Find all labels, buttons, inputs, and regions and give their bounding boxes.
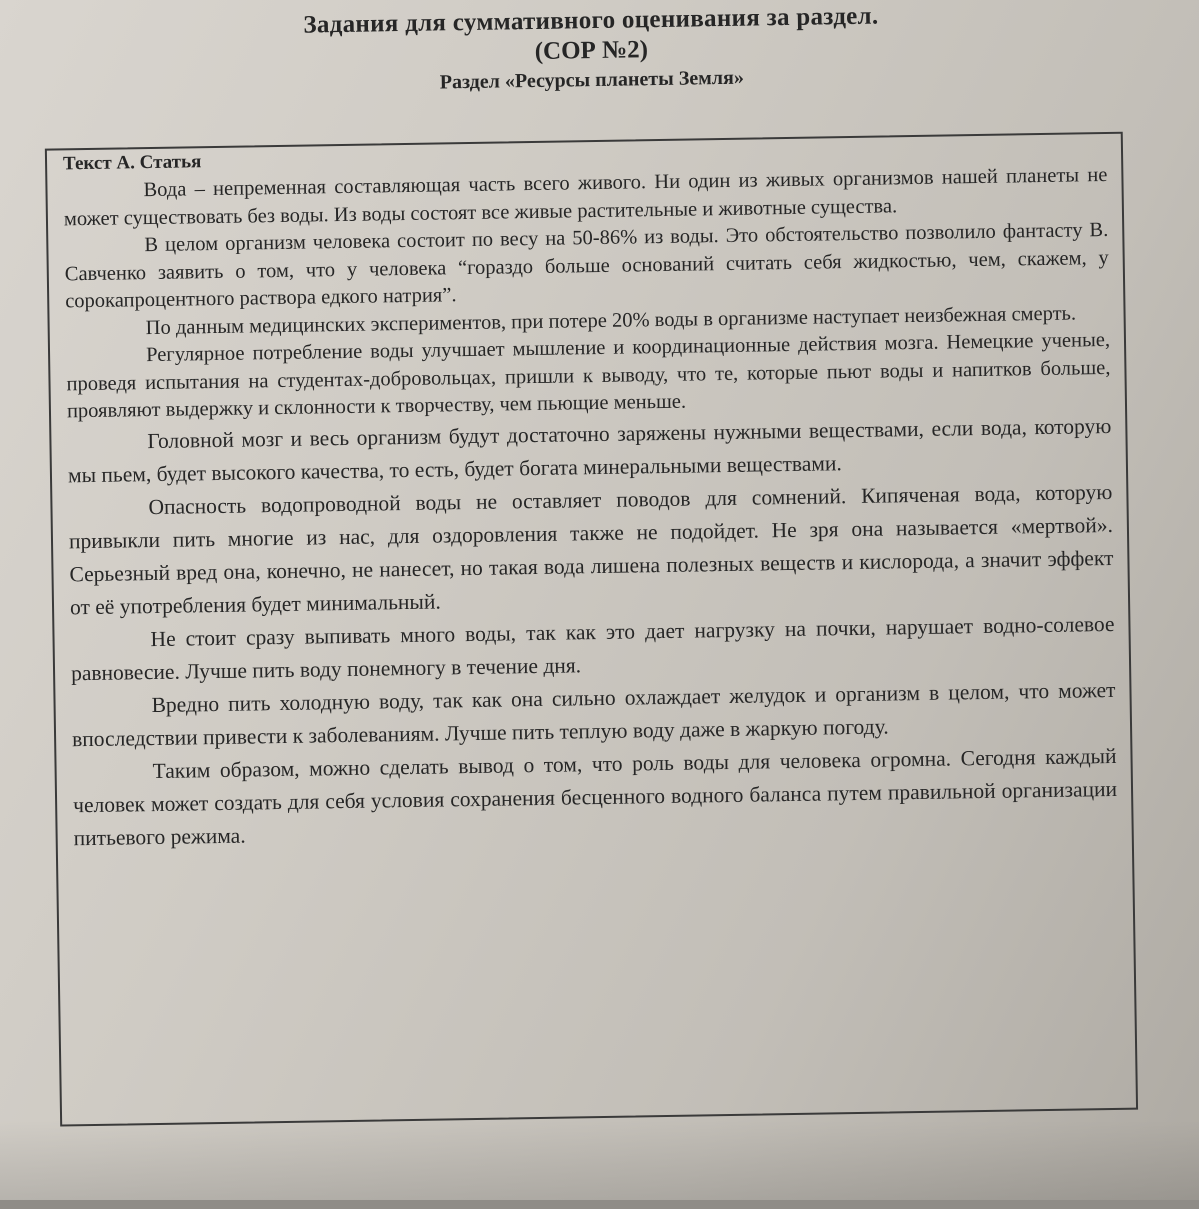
paragraph-8: Вредно пить холодную воду, так как она сильно охлаждает желудок и организм в целом, что может впоследствии привести к заболеваниям. Лучше пить теплую воду даже в жаркую погоду. <box>71 673 1116 755</box>
paragraph-7: Не стоит сразу выпивать много воды, так как это дает нагрузку на почки, нарушает водно-солевое равновесие. Лучше пить воду понемногу в течение дня. <box>70 607 1115 689</box>
paragraph-3: По данным медицинских экспериментов, при потере 20% воды в организме наступает неизбежная смерть. <box>65 299 1109 343</box>
paragraph-2: В целом организм человека состоит по весу на 50-86% из воды. Это обстоятельство позволило фантасту В. Савченко заявить о том, что у человека “гораздо больше оснований считать себя жидкостью, чем, скажем, у сорокапроцентного раствора едкого натрия”. <box>64 217 1109 316</box>
document-header <box>21 0 1162 103</box>
header-assessment-number: (СОР №2) <box>21 27 1161 75</box>
article-text <box>63 162 1117 855</box>
header-section-title: Раздел «Ресурсы планеты Земля» <box>22 57 1162 103</box>
document-page <box>21 0 1180 1209</box>
paragraph-9: Таким образом, можно сделать вывод о том, что роль воды для человека огромна. Сегодня каждый человек может создать для себя условия сохранения бесценного водного баланса путем правильной организации питьевого режима. <box>72 739 1117 854</box>
paragraph-1: Вода – непременная составляющая часть всего живого. Ни один из живых организмов нашей планеты не может существовать без воды. Из воды состоят все живые растительные и животные существа. <box>63 162 1108 233</box>
paragraph-4: Регулярное потребление воды улучшает мышление и координационные действия мозга. Немецкие ученые, проведя испытания на студентах-добровольцах, пришли к выводу, что те, которые пьют воды и напитков больше, проявляют выдержку и склонности к творчеству, чем пьющие меньше. <box>66 327 1111 426</box>
article-box <box>45 132 1138 1127</box>
article-title: Текст А. Статья <box>63 136 1107 176</box>
paragraph-5: Головной мозг и весь организм будут достаточно заряжены нужными веществами, если вода, которую мы пьем, будет высокого качества, то есть, будет богата минеральными веществами. <box>67 409 1112 491</box>
paragraph-6: Опасность водопроводной воды не оставляет поводов для сомнений. Кипяченая вода, которую привыкли пить многие из нас, для оздоровления также не подойдет. Не зря она называется «мертвой». Серьезный вред она, конечно, не нанесет, но такая вода лишена полезных веществ и кислорода, а значит эффект от её употребления будет минимальный. <box>68 475 1114 623</box>
header-title: Задания для суммативного оценивания за раздел. <box>21 0 1161 45</box>
